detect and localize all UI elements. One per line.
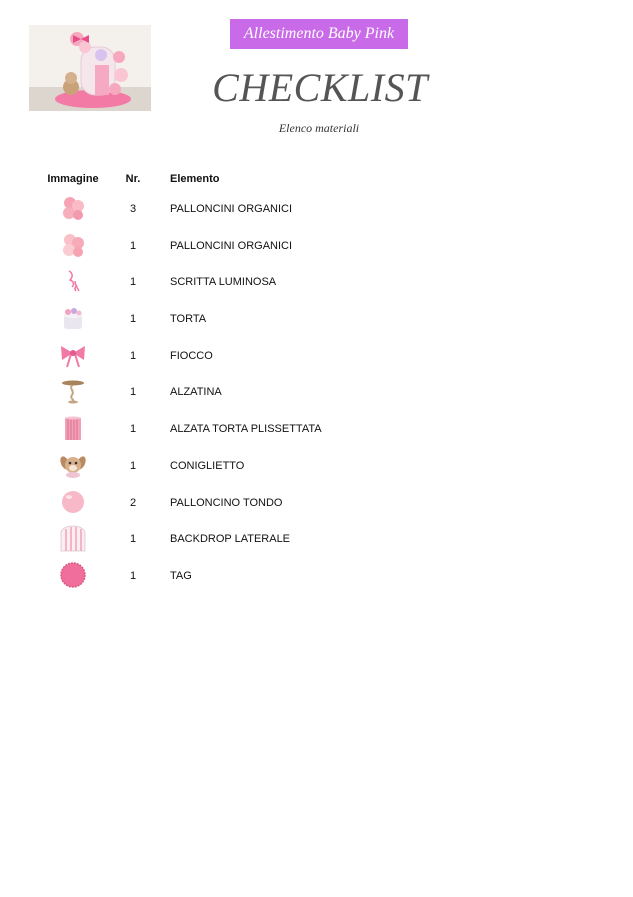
page-subtitle: Elenco materiali	[278, 121, 360, 135]
cake-icon	[58, 304, 88, 332]
item-quantity: 1	[129, 276, 137, 289]
column-header-number: Nr.	[125, 173, 141, 185]
item-quantity: 1	[129, 459, 137, 472]
pleated-stand-icon	[58, 414, 88, 442]
item-quantity: 1	[129, 423, 137, 436]
page-title: CHECKLIST	[212, 65, 428, 110]
bow-icon	[58, 341, 88, 369]
item-quantity: 3	[129, 203, 137, 215]
item-name: ALZATA TORTA PLISSETTATA	[170, 423, 322, 436]
item-name: TAG	[170, 569, 192, 582]
table-row	[0, 485, 633, 522]
column-header-image: Immagine	[47, 173, 99, 185]
column-header-element: Elemento	[170, 173, 220, 185]
item-quantity: 2	[129, 496, 137, 509]
table-row	[0, 374, 633, 411]
table-row	[0, 264, 633, 301]
table-row	[0, 521, 633, 558]
item-name: PALLONCINO TONDO	[170, 496, 283, 509]
item-quantity: 1	[129, 349, 137, 362]
backdrop-icon	[58, 524, 88, 552]
balloon-cluster-icon	[58, 194, 88, 222]
neon-sign-icon	[58, 267, 88, 295]
materials-table	[0, 172, 633, 595]
item-quantity: 1	[129, 239, 137, 252]
balloon-cluster-icon	[58, 231, 88, 259]
item-name: FIOCCO	[170, 349, 213, 362]
item-quantity: 1	[129, 533, 137, 546]
item-name: SCRITTA LUMINOSA	[170, 276, 277, 289]
bunny-icon	[58, 451, 88, 479]
item-quantity: 1	[129, 313, 137, 326]
cake-stand-icon	[58, 377, 88, 405]
table-header	[0, 172, 633, 189]
table-row	[0, 338, 633, 375]
tag-icon	[58, 561, 88, 589]
table-row	[0, 411, 633, 448]
table-row	[0, 191, 633, 228]
table-row	[0, 448, 633, 485]
item-name: ALZATINA	[170, 386, 222, 399]
item-quantity: 1	[129, 386, 137, 399]
table-row	[0, 228, 633, 265]
item-name: PALLONCINI ORGANICI	[170, 239, 293, 252]
round-balloon-icon	[58, 488, 88, 516]
item-name: CONIGLIETTO	[170, 459, 245, 472]
item-name: PALLONCINI ORGANICI	[170, 203, 293, 215]
table-row	[0, 558, 633, 595]
item-name: TORTA	[170, 313, 207, 326]
item-quantity: 1	[129, 569, 137, 582]
event-badge: Allestimento Baby Pink	[230, 19, 408, 49]
table-row	[0, 301, 633, 338]
item-name: BACKDROP LATERALE	[170, 533, 291, 546]
